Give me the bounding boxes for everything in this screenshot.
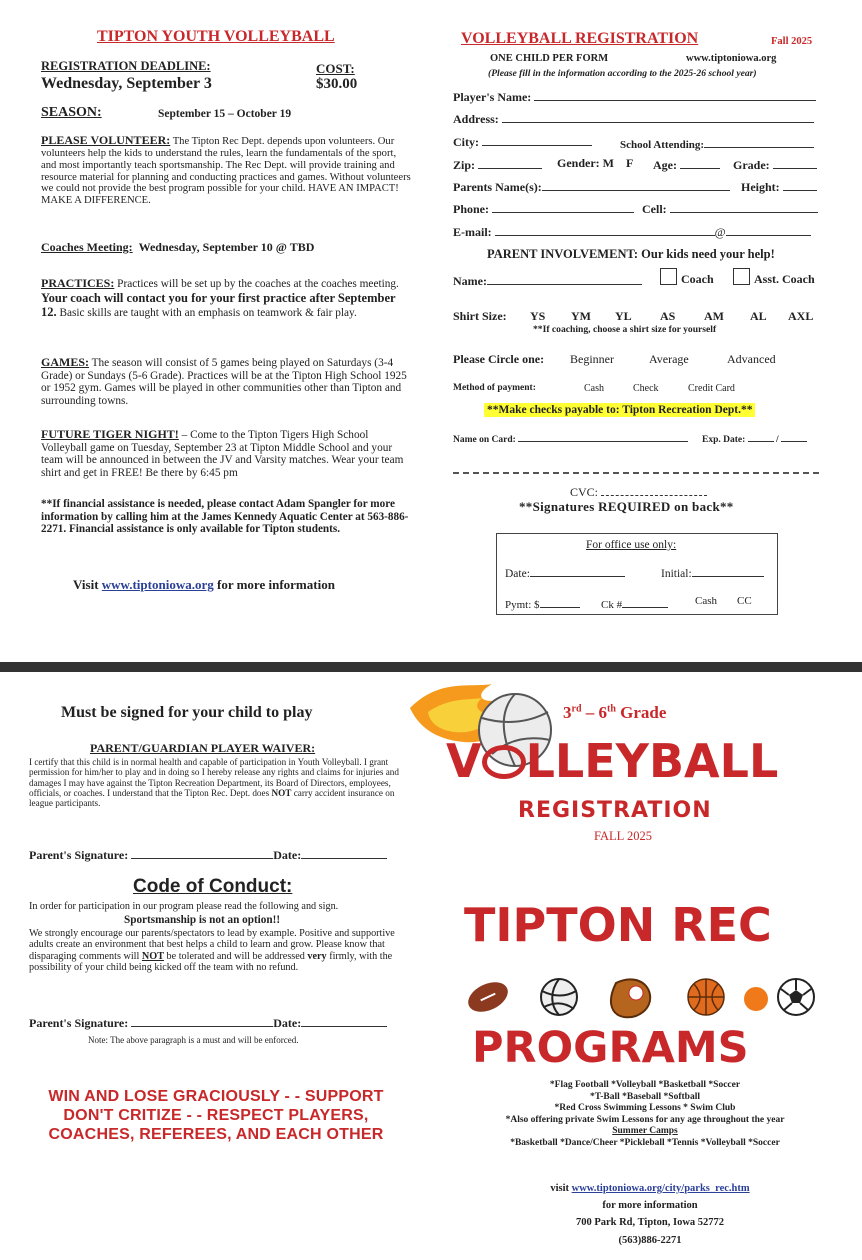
soccer-ball-icon <box>778 979 814 1015</box>
shirt-size-al[interactable]: AL <box>750 309 767 323</box>
conduct-title: Code of Conduct: <box>133 876 293 897</box>
cost-value: $30.00 <box>316 76 358 92</box>
name-on-card-field[interactable]: Name on Card: <box>453 432 688 445</box>
office-cc: CC <box>737 595 752 607</box>
program-line-4: *Also offering private Swim Lessons for any age throughout the year <box>505 1114 785 1125</box>
sports-balls-row <box>466 975 816 1021</box>
zip-field[interactable]: Zip: <box>453 156 542 173</box>
shirt-size-label: Shirt Size: <box>453 309 507 323</box>
volleyball-small-icon <box>541 979 577 1015</box>
height-field[interactable]: Height: <box>741 178 817 195</box>
program-list <box>430 1080 860 1149</box>
city-field[interactable]: City: <box>453 133 592 150</box>
tipton-rec-title: TIPTON REC <box>464 898 772 952</box>
waiver-signature-field[interactable]: Parent's Signature: Date: <box>29 846 387 863</box>
football-icon <box>466 976 513 1017</box>
level-average[interactable]: Average <box>649 352 689 366</box>
baseball-glove-icon <box>611 979 650 1017</box>
phone-field[interactable]: Phone: <box>453 200 634 217</box>
shirt-size-ym[interactable]: YM <box>571 309 591 323</box>
payment-cash[interactable]: Cash <box>584 383 604 394</box>
level-beginner[interactable]: Beginner <box>570 352 614 366</box>
grade-field[interactable]: Grade: <box>733 156 817 173</box>
program-line-3: *Red Cross Swimming Lessons * Swim Club <box>554 1103 736 1114</box>
form-instructions: (Please fill in the information according to the 2025-26 school year) <box>488 68 757 79</box>
shirt-size-yl[interactable]: YL <box>615 309 632 323</box>
deadline-label: REGISTRATION DEADLINE: <box>41 59 211 73</box>
conduct-intro: In order for participation in our program please read the following and sign. <box>29 901 339 912</box>
cover-visit-line: visit www.tiptoniowa.org/city/parks_rec.htm <box>550 1183 750 1194</box>
coach-checkbox-box[interactable] <box>660 268 677 285</box>
cell-field[interactable]: Cell: <box>642 200 818 217</box>
office-title: For office use only: <box>586 539 677 551</box>
shirt-size-ys[interactable]: YS <box>530 309 546 323</box>
conduct-text: We strongly encourage our parents/spectators to lead by example. Positive and supportive adults create an environment that best helps a child to learn and grow. Please know that disparaging comments will NOT be tolerated and will be addressed very firmly, with the possibility of your child being kicked off the team with no refund. <box>29 928 395 974</box>
grade-range: 3rd – 6th Grade <box>563 703 667 722</box>
shirt-size-axl[interactable]: AXL <box>788 309 814 323</box>
waiver-heading: Must be signed for your child to play <box>61 704 313 721</box>
volleyball-title: V LLEYBALL <box>446 734 779 788</box>
conduct-note: Note: The above paragraph is a must and will be enforced. <box>88 1035 299 1045</box>
asst-coach-checkbox-box[interactable] <box>733 268 750 285</box>
form-title: VOLLEYBALL REGISTRATION <box>461 30 699 47</box>
program-line-1: *Flag Football *Volleyball *Basketball *Soccer <box>549 1080 741 1090</box>
parents-field[interactable]: Parents Name(s): <box>453 178 730 195</box>
cover-address: 700 Park Rd, Tipton, Iowa 52772 <box>575 1217 725 1228</box>
cover-fall: FALL 2025 <box>594 829 652 843</box>
cost-label: COST: <box>316 61 355 76</box>
visit-line: Visit www.tiptoniowa.org for more information <box>73 577 335 592</box>
signatures-required: **Signatures REQUIRED on back** <box>519 499 734 514</box>
asst-coach-checkbox[interactable]: Asst. Coach <box>733 268 815 287</box>
financial-note: **If financial assistance is needed, please contact Adam Spangler for more information by calling him at the James Kennedy Aquatic Center at 563-886-2271. Financial assistance is only available for Tipton students. <box>41 498 409 536</box>
waiver-text: I certify that this child is in normal health and capable of participation in Youth Volleyball. I grant permission for him/her to play and in doing so I hereby release any rights and claims for injuries and damages I may have against the Tipton Recreation Department, its Board of Directors, employees, officials, or coaches. I understand that the Tipton Rec. Dept. does NOT carry accident insurance on league participants. <box>29 757 399 809</box>
volunteer-paragraph: PLEASE VOLUNTEER: The Tipton Rec Dept. depends upon volunteers. Our volunteers help the kids to understand the rules, learn the fundamentals of the sport, and most importantly teach sportsmanship. The Rec Dept. will provide training and resource material for planning and conducting practices and games. Without volunteers we could not provide the best program possible for your child. HAVE AN IMPACT! MAKE A DIFFERENCE. <box>41 133 411 207</box>
shirt-note: **If coaching, choose a shirt size for yourself <box>533 324 717 335</box>
volunteer-name-field[interactable]: Name: <box>453 272 642 289</box>
office-date: Date: <box>505 564 625 580</box>
office-check-number: Ck # <box>601 595 668 611</box>
payment-credit-card[interactable]: Credit Card <box>688 383 735 394</box>
office-use-box <box>496 533 778 615</box>
cover-more-info: for more information <box>602 1200 698 1211</box>
shirt-size-am[interactable]: AM <box>704 309 724 323</box>
checks-payable-note: **Make checks payable to: Tipton Recreation Dept.** <box>484 403 755 417</box>
cover-phone: (563)886-2271 <box>618 1235 682 1246</box>
program-title: TIPTON YOUTH VOLLEYBALL <box>97 28 335 45</box>
parent-involvement: PARENT INVOLVEMENT: Our kids need your help! <box>487 247 775 261</box>
circle-label: Please Circle one: <box>453 352 545 366</box>
website-link[interactable]: www.tiptoniowa.org <box>101 577 214 592</box>
school-field[interactable]: School Attending: <box>620 135 814 151</box>
conduct-bold: Sportsmanship is not an option!! <box>124 914 281 926</box>
program-line-2: *T-Ball *Baseball *Softball <box>590 1091 700 1102</box>
coaches-meeting: Coaches Meeting: Wednesday, September 10 @ TBD <box>41 240 315 254</box>
cvc-field[interactable]: CVC: <box>570 483 707 500</box>
season-value: September 15 – October 19 <box>158 108 292 120</box>
office-payment: Pymt: $ <box>505 595 580 611</box>
office-initial: Initial: <box>661 564 764 580</box>
games-paragraph: GAMES: The season will consist of 5 games being played on Saturdays (3-4 Grade) or Sundays (5-6 Grade). Practices will be at the Tipton High School 1925 or 1952 gym. Games will be played in other communities other than Tipton and surrounding towns. <box>41 355 407 407</box>
form-website: www.tiptoniowa.org <box>686 53 777 64</box>
registration-title: REGISTRATION <box>518 798 712 823</box>
parks-rec-link[interactable]: www.tiptoniowa.org/city/parks_rec.htm <box>571 1183 750 1194</box>
payment-label: Method of payment: <box>453 383 536 393</box>
card-number-field[interactable] <box>453 460 819 474</box>
player-name-field[interactable]: Player's Name: <box>453 88 816 105</box>
office-cash: Cash <box>695 595 717 607</box>
payment-check[interactable]: Check <box>633 383 659 394</box>
season-label: SEASON: <box>41 105 102 120</box>
programs-title: PROGRAMS <box>472 1023 749 1073</box>
conduct-signature-field[interactable]: Parent's Signature: Date: <box>29 1014 387 1031</box>
form-season: Fall 2025 <box>771 36 813 47</box>
page-divider <box>0 662 862 672</box>
gender-field[interactable]: Gender: M F <box>557 156 634 170</box>
tiger-night-paragraph: FUTURE TIGER NIGHT! – Come to the Tipton Tigers High School Volleyball game on Tuesday, September 23 at Tipton Middle School and your team will be announced in between the JV and Varsity matches. Wear your team shirt and get in FREE! Be there by 6:45 pm <box>41 427 404 479</box>
basketball-icon <box>688 979 724 1015</box>
deadline-value: Wednesday, September 3 <box>41 75 212 92</box>
age-field[interactable]: Age: <box>653 156 720 173</box>
volleyball-o-icon <box>482 745 526 779</box>
orange-ball-icon <box>744 987 768 1011</box>
waiver-title: PARENT/GUARDIAN PLAYER WAIVER: <box>90 741 316 755</box>
coach-checkbox[interactable]: Coach <box>660 268 714 287</box>
email-field[interactable]: E-mail: @ <box>453 223 811 240</box>
program-line-5: *Basketball *Dance/Cheer *Pickleball *Tennis *Volleyball *Soccer <box>510 1137 780 1148</box>
one-child-note: ONE CHILD PER FORM <box>490 53 609 64</box>
shirt-size-as[interactable]: AS <box>660 309 676 323</box>
win-lose-slogan: WIN AND LOSE GRACIOUSLY - - SUPPORT DON'T CRITIZE - - RESPECT PLAYERS, COACHES, REFEREES, AND EACH OTHER <box>48 1088 384 1144</box>
practices-paragraph: PRACTICES: Practices will be set up by the coaches at the coaches meeting. Your coach will contact you for your first practice after September 12. Basic skills are taught with an emphasis on teamwork & fair play. <box>41 276 399 320</box>
exp-date-field[interactable]: Exp. Date: / <box>702 432 807 445</box>
level-advanced[interactable]: Advanced <box>727 352 776 366</box>
summer-camps-heading: Summer Camps <box>612 1126 678 1137</box>
address-field[interactable]: Address: <box>453 110 814 127</box>
